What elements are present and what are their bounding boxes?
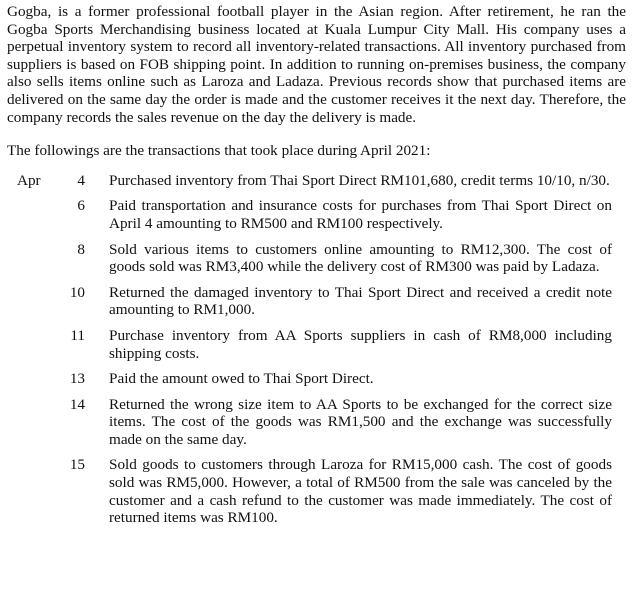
transactions-table [7, 172, 626, 535]
transaction-month: Apr [17, 171, 41, 189]
transactions-lead: The followings are the transactions that took place during April 2021: [7, 142, 431, 160]
transaction-row [7, 370, 626, 396]
transaction-month [7, 241, 51, 284]
transaction-month [7, 327, 51, 370]
transaction-description: Returned the wrong size item to AA Sports to be exchanged for the correct size items. The cost of the goods was RM1,500 and the exchange was successfully made on the same day. [109, 395, 612, 448]
transaction-row [7, 327, 626, 370]
transaction-row [7, 241, 626, 284]
transaction-day: 6 [77, 197, 85, 215]
transaction-row [7, 197, 626, 240]
transaction-row [7, 456, 626, 534]
transaction-description: Purchased inventory from Thai Sport Direct RM101,680, credit terms 10/10, n/30. [109, 171, 610, 189]
transaction-row [7, 284, 626, 327]
transaction-description: Returned the damaged inventory to Thai Sport Direct and received a credit note amounting to RM1,000. [109, 283, 612, 319]
transaction-day: 15 [69, 456, 85, 474]
transaction-month [7, 284, 51, 327]
transaction-day: 4 [77, 171, 85, 189]
transaction-day: 8 [77, 240, 85, 258]
transaction-description: Purchase inventory from AA Sports suppliers in cash of RM8,000 including shipping costs. [109, 326, 612, 362]
transaction-description: Sold goods to customers through Laroza for RM15,000 cash. The cost of goods sold was RM5,000. However, a total of RM500 from the sale was canceled by the customer and a cash refund to the customer was made immediately. The cost of returned items was RM100. [109, 456, 612, 527]
transaction-description: Paid the amount owed to Thai Sport Direct. [109, 370, 374, 388]
transaction-month [7, 370, 51, 396]
transaction-day: 14 [69, 395, 85, 413]
transaction-month [7, 456, 51, 534]
transaction-day: 13 [69, 370, 85, 388]
transaction-day: 11 [70, 326, 85, 344]
transaction-row [7, 172, 626, 198]
intro-paragraph: Gogba, is a former professional football player in the Asian region. After retirement, he ran the Gogba Sports Merchandising business located at Kuala Lumpur City Mall. His company uses a perpetual inventory system to record all inventory-related transactions. All inventory purchased from suppliers is based on FOB shipping point. In addition to running on-premises business, the company also sells items online such as Laroza and Ladaza. Previous records show that purchased items are delivered on the same day the order is made and the customer receives it the next day. Therefore, the company records the sales revenue on the day the delivery is made. [7, 3, 626, 126]
transaction-day: 10 [69, 283, 85, 301]
transaction-month [7, 197, 51, 240]
transaction-description: Paid transportation and insurance costs for purchases from Thai Sport Direct on April 4 amounting to RM500 and RM100 respectively. [109, 197, 612, 232]
transaction-month [7, 396, 51, 457]
transaction-description: Sold various items to customers online amounting to RM12,300. The cost of goods sold was RM3,400 while the delivery cost of RM300 was paid by Ladaza. [109, 240, 612, 276]
transaction-row [7, 396, 626, 457]
